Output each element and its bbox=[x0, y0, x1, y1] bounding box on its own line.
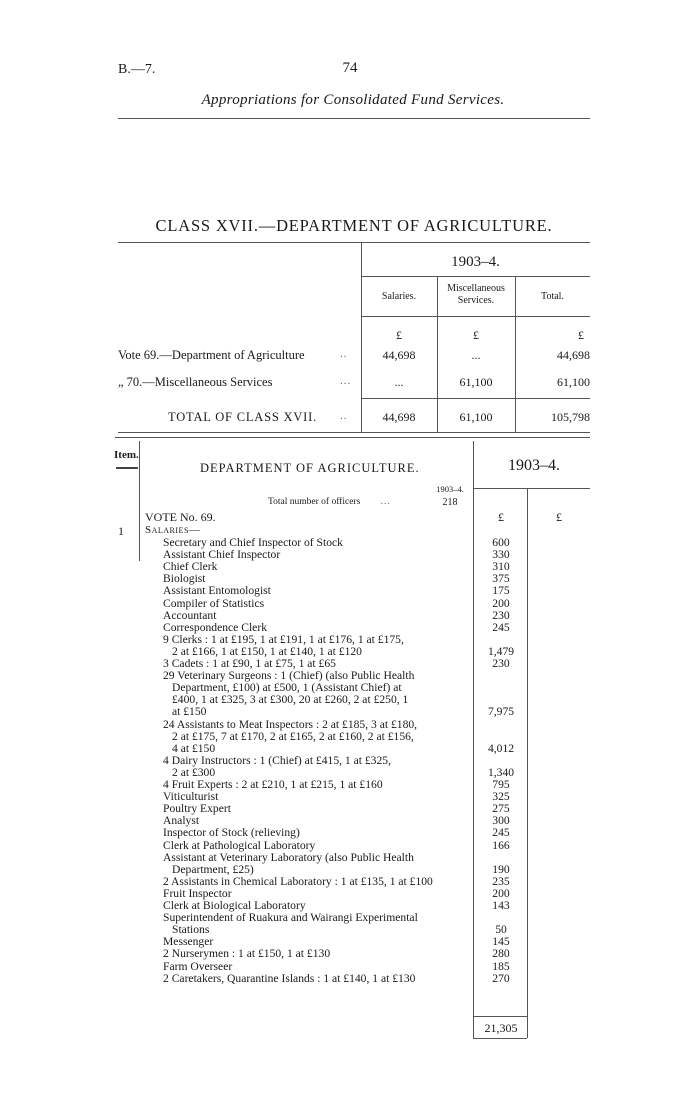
officers-year: 1903–4. bbox=[436, 484, 464, 494]
salary-line-text: Stations bbox=[172, 923, 210, 937]
page-number: 74 bbox=[342, 60, 358, 76]
summary-total-rule bbox=[361, 398, 590, 399]
salary-line-text: 3 Cadets : 1 at £90, 1 at £75, 1 at £65 bbox=[163, 657, 336, 670]
salary-line bbox=[163, 561, 473, 573]
salary-line-text: 9 Clerks : 1 at £195, 1 at £191, 1 at £176, 1 at £175, bbox=[163, 632, 404, 646]
salary-line-text: Accountant bbox=[163, 608, 217, 622]
salary-line-amount: 325 bbox=[492, 790, 510, 804]
salary-line-amount: 166 bbox=[492, 838, 510, 852]
summary-row-salaries: ... bbox=[394, 375, 404, 389]
detail-year: 1903–4. bbox=[508, 457, 560, 474]
item-column-header: Item. bbox=[114, 449, 139, 461]
dot-leader: .. bbox=[340, 410, 348, 422]
summary-row-total: 44,698 bbox=[557, 348, 590, 362]
salary-line-text: Assistant Chief Inspector bbox=[163, 548, 281, 562]
currency-total: £ bbox=[578, 328, 584, 342]
officers-count: 218 bbox=[442, 497, 458, 508]
subtotal-bottom-rule bbox=[473, 1038, 527, 1039]
summary-row-misc: 61,100 bbox=[459, 375, 493, 389]
summary-year: 1903–4. bbox=[451, 254, 500, 270]
summary-year-rule bbox=[361, 276, 590, 277]
salary-line-text: Correspondence Clerk bbox=[163, 620, 267, 634]
salary-line-text: Clerk at Pathological Laboratory bbox=[163, 838, 316, 852]
salaries-subtotal: 21,305 bbox=[484, 1021, 518, 1035]
currency-misc: £ bbox=[473, 328, 479, 342]
col-header-misc-line1: Miscellaneous bbox=[447, 283, 505, 294]
col-header-total: Total. bbox=[541, 291, 564, 302]
currency-amount-col: £ bbox=[498, 510, 504, 524]
salary-line-amount: 275 bbox=[492, 802, 510, 816]
item-col-divider bbox=[139, 441, 140, 561]
summary-row-label: „ 70.—Miscellaneous Services bbox=[118, 375, 273, 389]
salary-line-text: Fruit Inspector bbox=[163, 886, 232, 900]
salary-line-text: Department, £100) at £500, 1 (Assistant Chief) at bbox=[172, 681, 402, 695]
item-header-rule bbox=[116, 467, 138, 469]
class-title: CLASS XVII.—DEPARTMENT OF AGRICULTURE. bbox=[155, 216, 553, 235]
officers-label-text: Total number of officers bbox=[268, 497, 361, 507]
salary-line-amount: 175 bbox=[492, 584, 510, 598]
salary-line bbox=[163, 912, 473, 924]
salary-line-text: 2 Nurserymen : 1 at £150, 1 at £130 bbox=[163, 947, 331, 961]
salary-line-amount: 245 bbox=[492, 620, 510, 634]
summary-row-misc: ... bbox=[471, 348, 481, 362]
salary-line bbox=[163, 803, 473, 815]
salary-line bbox=[172, 731, 482, 743]
summary-row-salaries: 44,698 bbox=[382, 348, 416, 362]
salary-line-amount: 245 bbox=[492, 826, 510, 840]
salary-line-amount: 795 bbox=[492, 778, 510, 791]
salary-line-amount: 1,340 bbox=[487, 765, 515, 779]
salary-line-amount: 200 bbox=[492, 886, 510, 900]
salary-line-amount: 280 bbox=[492, 947, 510, 961]
salary-line-amount: 190 bbox=[492, 862, 510, 876]
salary-line-amount: 1,479 bbox=[487, 644, 515, 658]
subtotal-rule bbox=[473, 1016, 527, 1017]
salary-line bbox=[163, 973, 473, 985]
salary-line-text: Compiler of Statistics bbox=[163, 596, 265, 610]
salary-line-text: Department, £25) bbox=[172, 862, 254, 876]
salary-line-text: 29 Veterinary Surgeons : 1 (Chief) (also Public Health bbox=[163, 669, 415, 683]
salaries-section-label: Salaries— bbox=[145, 524, 201, 536]
salary-line-amount: 143 bbox=[492, 899, 510, 912]
salary-line-text: Assistant at Veterinary Laboratory (also Public Health bbox=[163, 850, 414, 864]
salary-line-amount: 230 bbox=[492, 608, 510, 622]
summary-row-label: Vote 69.—Department of Agriculture bbox=[118, 348, 305, 362]
salary-line-amount: 7,975 bbox=[487, 705, 515, 719]
salary-line-text: Clerk at Biological Laboratory bbox=[163, 899, 306, 912]
salary-line-text: Messenger bbox=[163, 935, 214, 949]
currency-total-col: £ bbox=[556, 510, 562, 524]
salary-line-amount: 145 bbox=[492, 935, 510, 949]
officers-label: Total number of officers ... bbox=[268, 497, 391, 507]
col-header-misc bbox=[437, 283, 515, 307]
item-number: 1 bbox=[118, 524, 124, 538]
salary-line-text: 2 at £175, 7 at £170, 2 at £165, 2 at £160, 2 at £156, bbox=[172, 729, 414, 743]
detail-total-divider bbox=[527, 488, 528, 1038]
salary-line-amount: 310 bbox=[492, 560, 510, 574]
col-header-misc-line2: Services. bbox=[457, 295, 495, 306]
col-header-salaries: Salaries. bbox=[381, 291, 417, 302]
salary-line-amount: 50 bbox=[495, 923, 507, 937]
summary-top-rule bbox=[118, 242, 590, 243]
detail-top-rule bbox=[115, 437, 590, 438]
salary-line-text: Chief Clerk bbox=[163, 560, 218, 574]
salary-line-text: Secretary and Chief Inspector of Stock bbox=[163, 536, 343, 549]
summary-total-misc: 61,100 bbox=[459, 410, 493, 424]
salary-line bbox=[172, 924, 482, 936]
salary-line-text: Assistant Entomologist bbox=[163, 584, 271, 598]
salary-line-text: 2 at £166, 1 at £150, 1 at £140, 1 at £120 bbox=[172, 644, 362, 658]
salary-line-text: £400, 1 at £325, 3 at £300, 20 at £260, 2 at £250, 1 bbox=[172, 693, 409, 707]
summary-colhead-rule bbox=[361, 316, 590, 317]
salary-line-text: 24 Assistants to Meat Inspectors : 2 at £185, 3 at £180, bbox=[163, 717, 418, 731]
salary-line-text: Biologist bbox=[163, 572, 206, 586]
summary-total-salaries: 44,698 bbox=[382, 410, 416, 424]
vote-label: VOTE No. 69. bbox=[145, 510, 216, 524]
salary-line-amount: 300 bbox=[492, 814, 510, 828]
salary-line-amount: 200 bbox=[492, 596, 510, 610]
salary-line-amount: 270 bbox=[492, 971, 510, 985]
salary-line-amount: 235 bbox=[492, 874, 510, 888]
salary-line-text: 4 Fruit Experts : 2 at £210, 1 at £215, 1 at £160 bbox=[163, 778, 383, 791]
summary-bottom-rule bbox=[118, 432, 590, 433]
salary-line-text: Inspector of Stock (relieving) bbox=[163, 826, 300, 840]
header-rule bbox=[118, 118, 590, 119]
dot-leader: .. bbox=[340, 348, 348, 360]
salary-line-text: Superintendent of Ruakura and Wairangi Experimental bbox=[163, 911, 418, 925]
currency-salaries: £ bbox=[396, 328, 402, 342]
salary-line-amount: 185 bbox=[492, 959, 510, 973]
summary-total-total: 105,798 bbox=[551, 410, 590, 424]
detail-year-rule bbox=[473, 488, 590, 489]
salary-line-amount: 330 bbox=[492, 548, 510, 562]
summary-total-label: TOTAL OF CLASS XVII. bbox=[168, 410, 318, 424]
salary-line-text: Viticulturist bbox=[163, 790, 219, 804]
report-reference: B.—7. bbox=[118, 62, 156, 77]
page-subtitle: Appropriations for Consolidated Fund Services. bbox=[201, 92, 505, 108]
salary-line-text: 2 Assistants in Chemical Laboratory : 1 at £135, 1 at £100 bbox=[163, 874, 433, 888]
salary-line-text: 4 at £150 bbox=[172, 741, 216, 755]
salary-line-text: 2 Caretakers, Quarantine Islands : 1 at £140, 1 at £130 bbox=[163, 971, 416, 985]
salary-line-amount: 4,012 bbox=[487, 741, 515, 755]
summary-row-total: 61,100 bbox=[557, 375, 590, 389]
salary-line-text: 4 Dairy Instructors : 1 (Chief) at £415, 1 at £325, bbox=[163, 753, 391, 767]
salary-line-text: Farm Overseer bbox=[163, 959, 233, 973]
dot-leader: ... bbox=[340, 375, 352, 387]
salary-line bbox=[172, 694, 482, 706]
salary-line-text: Analyst bbox=[163, 814, 200, 828]
salary-line-amount: 230 bbox=[492, 657, 510, 670]
salary-line-text: Poultry Expert bbox=[163, 802, 231, 816]
salary-line-amount: 375 bbox=[492, 572, 510, 586]
salary-line-text: at £150 bbox=[172, 705, 207, 719]
salary-line-amount: 600 bbox=[492, 536, 510, 549]
salary-line-text: 2 at £300 bbox=[172, 765, 216, 779]
department-title: DEPARTMENT OF AGRICULTURE. bbox=[200, 461, 420, 475]
